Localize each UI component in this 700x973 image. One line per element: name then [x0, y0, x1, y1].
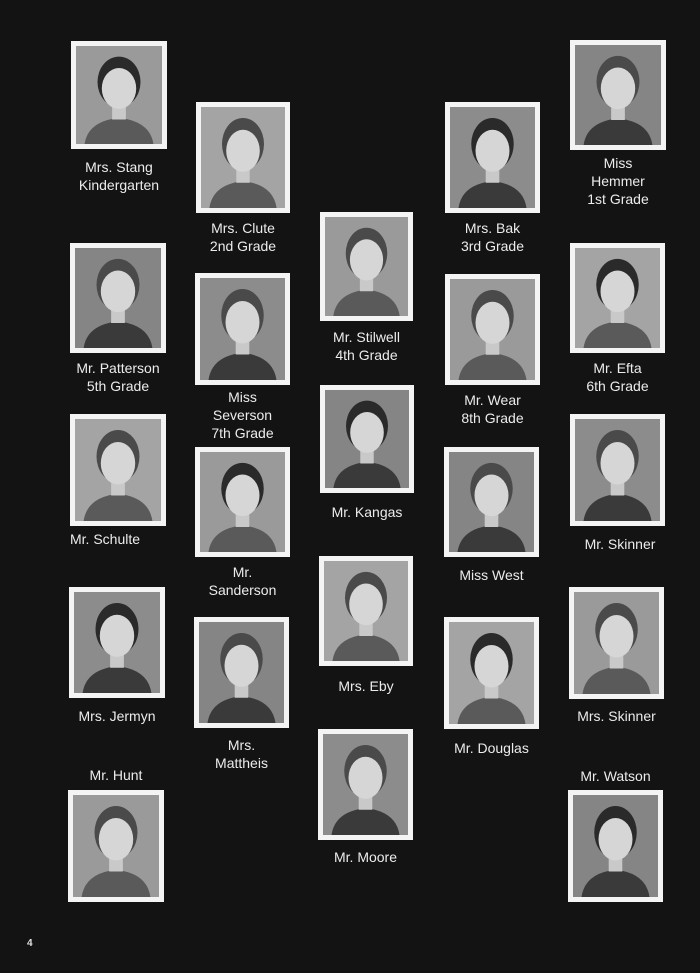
portrait-silhouette	[574, 592, 659, 694]
portrait-hemmer	[570, 40, 666, 150]
caption-hunt	[64, 766, 168, 784]
caption-wear	[445, 391, 540, 427]
caption-clute	[196, 219, 290, 255]
caption-line: Mrs. Stang	[85, 159, 153, 175]
portrait-skinner-mrs	[569, 587, 664, 699]
caption-line: Mr. Patterson	[76, 360, 160, 376]
caption-moore	[313, 848, 418, 866]
portrait-silhouette	[75, 419, 161, 521]
caption-schulte	[55, 530, 155, 548]
caption-line: Kindergarten	[78, 177, 160, 193]
portrait-silhouette	[450, 107, 535, 208]
portrait-silhouette	[573, 795, 658, 897]
caption-line: Mr. Watson	[580, 768, 651, 784]
caption-skinner-mr	[565, 535, 675, 553]
caption-stilwell	[320, 328, 413, 364]
portrait-kangas	[320, 385, 414, 493]
caption-line: 1st Grade	[587, 191, 649, 207]
caption-west	[444, 566, 539, 584]
caption-kangas	[320, 503, 414, 521]
portrait-silhouette	[201, 107, 285, 208]
portrait-stilwell	[320, 212, 413, 321]
caption-line: Mr. Kangas	[331, 504, 403, 520]
portrait-silhouette	[575, 45, 661, 145]
portrait-eby	[319, 556, 413, 666]
caption-hemmer	[570, 154, 666, 208]
caption-line: Mr.	[232, 564, 253, 580]
caption-line: Mr. Hunt	[89, 767, 143, 783]
caption-line: 4th Grade	[335, 347, 398, 363]
caption-line: Mrs.	[227, 737, 256, 753]
portrait-moore	[318, 729, 413, 840]
caption-line: 6th Grade	[586, 378, 649, 394]
caption-line: 7th Grade	[211, 425, 274, 441]
caption-mattheis	[194, 736, 289, 772]
portrait-silhouette	[449, 622, 534, 724]
caption-line: Miss	[603, 155, 633, 171]
caption-line: Sanderson	[208, 582, 277, 598]
caption-eby	[319, 677, 413, 695]
caption-line: Mr. Douglas	[454, 740, 529, 756]
portrait-silhouette	[575, 248, 660, 348]
portrait-schulte	[70, 414, 166, 526]
caption-skinner-mrs	[559, 707, 674, 725]
portrait-silhouette	[450, 279, 535, 380]
caption-bak	[445, 219, 540, 255]
caption-line: Mrs. Clute	[211, 220, 275, 236]
caption-line: Severson	[212, 407, 273, 423]
portrait-silhouette	[325, 217, 408, 316]
portrait-mattheis	[194, 617, 289, 728]
caption-line: Mrs. Eby	[338, 678, 394, 694]
portrait-silhouette	[325, 390, 409, 488]
caption-line: 8th Grade	[461, 410, 524, 426]
portrait-patterson	[70, 243, 166, 353]
caption-line: Mrs. Skinner	[577, 708, 656, 724]
caption-sanderson	[190, 563, 295, 599]
caption-line: Mr. Wear	[464, 392, 521, 408]
caption-line: 2nd Grade	[209, 238, 277, 254]
portrait-douglas	[444, 617, 539, 729]
caption-line: Mrs. Jermyn	[78, 708, 156, 724]
portrait-clute	[196, 102, 290, 213]
portrait-silhouette	[199, 622, 284, 723]
caption-jermyn	[59, 707, 175, 725]
caption-line: 5th Grade	[86, 378, 150, 394]
portrait-silhouette	[73, 795, 159, 897]
caption-patterson	[60, 359, 176, 395]
portrait-bak	[445, 102, 540, 213]
caption-line: Mr. Skinner	[584, 536, 656, 552]
caption-stang	[71, 158, 167, 194]
portrait-silhouette	[575, 419, 660, 521]
portrait-severson	[195, 273, 290, 385]
portrait-silhouette	[75, 248, 161, 348]
portrait-silhouette	[323, 734, 408, 835]
portrait-silhouette	[76, 46, 162, 144]
caption-line: Mr. Moore	[333, 849, 397, 865]
portrait-silhouette	[200, 278, 285, 380]
caption-line: Mrs. Bak	[464, 220, 521, 236]
portrait-watson	[568, 790, 663, 902]
portrait-hunt	[68, 790, 164, 902]
caption-line: Miss	[228, 389, 257, 405]
caption-douglas	[434, 739, 549, 757]
caption-watson	[563, 767, 668, 785]
page-number: 4	[27, 938, 33, 949]
caption-severson	[195, 388, 290, 442]
portrait-efta	[570, 243, 665, 353]
portrait-silhouette	[200, 452, 285, 552]
caption-line: Mr. Schulte	[69, 531, 141, 547]
caption-line: Mr. Efta	[593, 360, 642, 376]
portrait-west	[444, 447, 539, 557]
caption-line: Mattheis	[215, 755, 268, 771]
caption-line: Miss West	[459, 567, 524, 583]
caption-line: Mr. Stilwell	[333, 329, 400, 345]
portrait-jermyn	[69, 587, 165, 698]
portrait-silhouette	[324, 561, 408, 661]
portrait-sanderson	[195, 447, 290, 557]
portrait-silhouette	[74, 592, 160, 693]
portrait-wear	[445, 274, 540, 385]
caption-line: 3rd Grade	[460, 238, 525, 254]
caption-line: Hemmer	[591, 173, 645, 189]
portrait-skinner-mr	[570, 414, 665, 526]
caption-efta	[570, 359, 665, 395]
portrait-stang	[71, 41, 167, 149]
portrait-silhouette	[449, 452, 534, 552]
